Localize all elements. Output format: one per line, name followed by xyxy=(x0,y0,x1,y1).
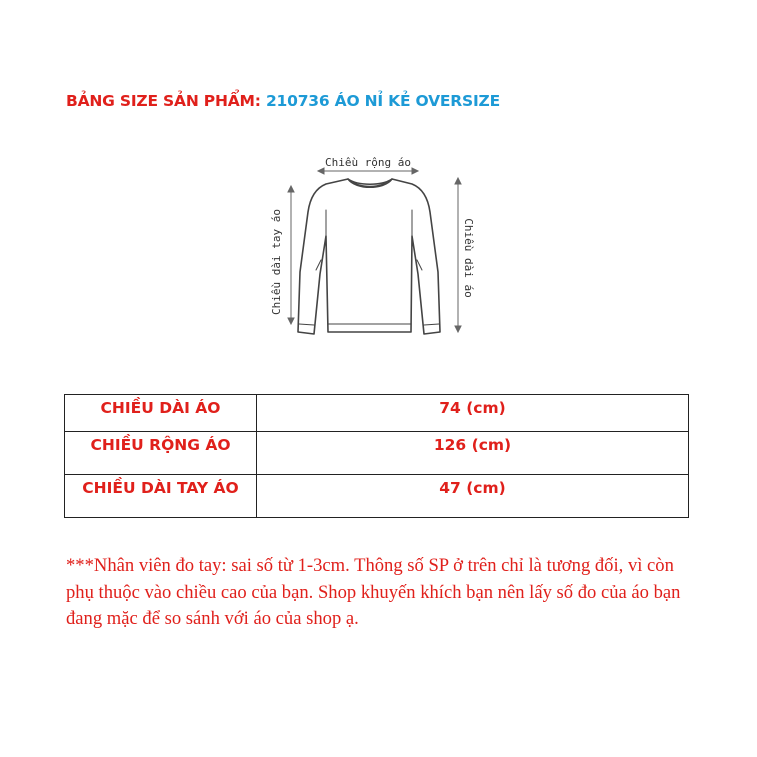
table-row xyxy=(65,432,689,475)
row-value: 126 (cm) xyxy=(257,432,689,475)
sleeve-arrow xyxy=(288,186,294,324)
row-label: CHIỀU RỘNG ÁO xyxy=(65,432,257,475)
product-name: 210736 ÁO NỈ KẺ OVERSIZE xyxy=(265,92,500,110)
sweater-outline-icon xyxy=(262,150,484,346)
page-title xyxy=(66,92,500,110)
table-row xyxy=(65,395,689,432)
row-value: 47 (cm) xyxy=(257,475,689,518)
measurement-note: ***Nhân viên đo tay: sai số từ 1-3cm. Thông số SP ở trên chỉ là tương đối, vì còn phụ thuộc vào chiều cao của bạn. Shop khuyến khích bạn nên lấy số đo của áo bạn đang mặc để so sánh với áo của shop ạ. xyxy=(66,555,681,629)
sleeve-label: Chiều dài tay áo xyxy=(270,209,283,315)
table-row xyxy=(65,475,689,518)
length-arrow xyxy=(455,178,461,332)
title-label: BẢNG SIZE SẢN PHẨM: xyxy=(66,92,261,110)
size-diagram xyxy=(262,150,484,346)
length-label: Chiều dài áo xyxy=(462,218,475,298)
size-table xyxy=(64,394,689,518)
width-label: Chiều rộng áo xyxy=(324,156,412,169)
row-label: CHIỀU DÀI ÁO xyxy=(65,395,257,432)
row-value: 74 (cm) xyxy=(257,395,689,432)
row-label: CHIỀU DÀI TAY ÁO xyxy=(65,475,257,518)
sweater-shape xyxy=(298,179,440,334)
